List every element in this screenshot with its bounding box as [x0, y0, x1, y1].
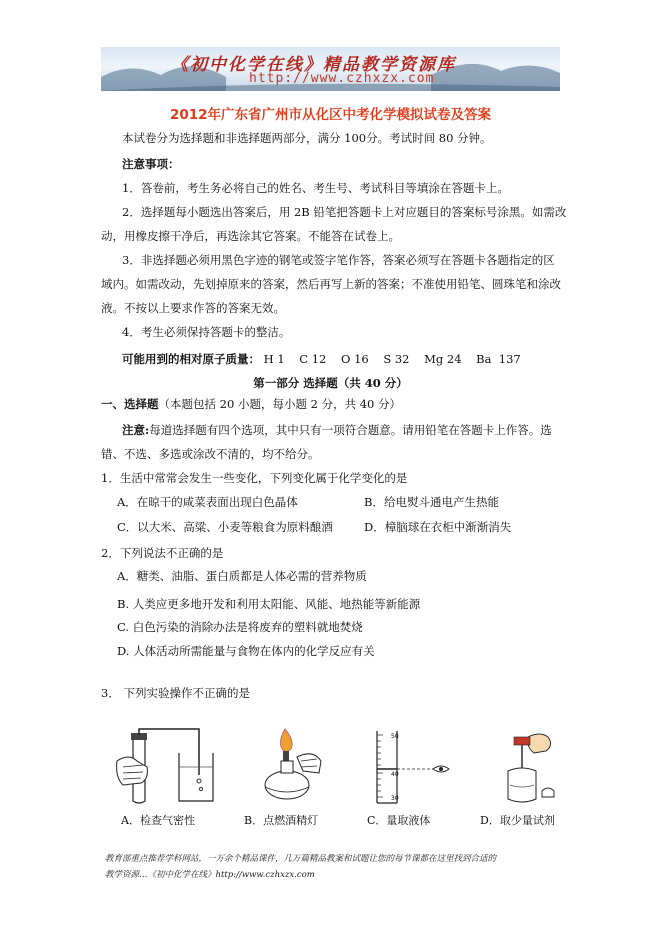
section1-desc: （本题包括 20 小题，每小题 2 分，共 40 分）: [158, 397, 402, 411]
q3-stem: 3． 下列实验操作不正确的是: [101, 686, 250, 700]
figure-measure-liquid: [365, 727, 455, 807]
footer-line-1: 教育部重点推荐学科网站，一万余个精品课件，几万篇精品教案和试题让您的每节课都在这里找到合适的: [105, 854, 497, 864]
note-2-line-b: 动，用橡皮擦干净后，再选涂其它答案。不能答在试卷上。: [101, 229, 400, 243]
note-3-line-b: 域内。如需改动，先划掉原来的答案，然后再写上新的答案；不准使用铅笔、圆珠笔和涂改: [101, 277, 561, 291]
q1-stem: 1．生活中常常会发生一些变化，下列变化属于化学变化的是: [101, 471, 408, 485]
footer-line-2: 教学资源…《初中化学在线》http://www.czhxzx.com: [105, 870, 315, 880]
q1-option-d: D．樟脑球在衣柜中渐渐消失: [364, 520, 512, 534]
cylinder-tick-40: 40: [391, 771, 399, 778]
q3-option-a: A．检查气密性: [121, 814, 195, 827]
q1-option-b: B．给电熨斗通电产生热能: [364, 495, 499, 509]
cylinder-tick-50: 50: [391, 733, 399, 740]
figure-check-airtightness: [113, 727, 223, 805]
q2-option-c: C. 白色污染的消除办法是将废弃的塑料就地焚烧: [117, 620, 363, 634]
banner-title: 《初中化学在线》精品教学资源库: [171, 55, 456, 75]
note-2-line-a: 2．选择题每小题选出答案后，用 2B 铅笔把答题卡上对应题目的答案标号涂黑。如需改: [122, 205, 567, 219]
q2-stem: 2．下列说法不正确的是: [101, 546, 224, 560]
atomic-mass-values: H 1 C 12 O 16 S 32 Mg 24 Ba 137: [263, 352, 521, 366]
atomic-mass-label: 可能用到的相对原子质量：: [122, 352, 260, 366]
section1-note-text: 每道选择题有四个选项，其中只有一项符合题意。请用铅笔在答题卡上作答。选: [149, 423, 552, 437]
cylinder-tick-30: 30: [391, 795, 399, 802]
header-banner: [101, 47, 560, 91]
note-4: 4．考生必须保持答题卡的整洁。: [122, 325, 291, 339]
q2-option-a: A．糖类、油脂、蛋白质都是人体必需的营养物质: [117, 569, 367, 583]
figure-take-reagent: [484, 727, 564, 805]
q1-option-a: A．在晾干的咸菜表面出现白色晶体: [117, 495, 298, 509]
q3-option-b: B．点燃酒精灯: [244, 814, 319, 827]
section1-note-line-b: 错、不选、多选或涂改不清的，均不给分。: [101, 447, 320, 461]
section1-note-line-a: [122, 422, 552, 438]
part1-heading: 第一部分 选择题（共 40 分）: [253, 376, 408, 390]
q2-option-d: D. 人体活动所需能量与食物在体内的化学反应有关: [117, 644, 375, 658]
q3-option-d: D．取少量试剂: [480, 814, 555, 827]
q1-option-c: C．以大米、高粱、小麦等粮食为原料酿酒: [117, 520, 333, 534]
intro-text: 本试卷分为选择题和非选择题两部分，满分 100分。考试时间 80 分钟。: [122, 131, 492, 145]
atomic-mass-line: [122, 351, 521, 367]
figure-light-alcohol-lamp: [255, 727, 335, 805]
page-title: 2012年广东省广州市从化区中考化学模拟试卷及答案: [169, 107, 492, 123]
q3-option-c: C．量取液体: [367, 814, 431, 827]
banner-url[interactable]: http://www.czhxzx.com: [249, 71, 435, 86]
note-3-line-c: 液。不按以上要求作答的答案无效。: [101, 301, 285, 315]
section1-note-label: 注意:: [122, 423, 150, 437]
note-3-line-a: 3．非选择题必须用黑色字迹的钢笔或签字笔作答，答案必须写在答题卡各题指定的区: [122, 253, 555, 267]
notes-heading: 注意事项：: [122, 157, 180, 171]
note-1: 1．答卷前，考生务必将自己的姓名、考生号、考试科目等填涂在答题卡上。: [122, 181, 509, 195]
q2-option-b: B. 人类应更多地开发和利用太阳能、风能、地热能等新能源: [117, 597, 421, 611]
section1-heading: [101, 396, 401, 412]
section1-label: 一、选择题: [101, 397, 159, 411]
